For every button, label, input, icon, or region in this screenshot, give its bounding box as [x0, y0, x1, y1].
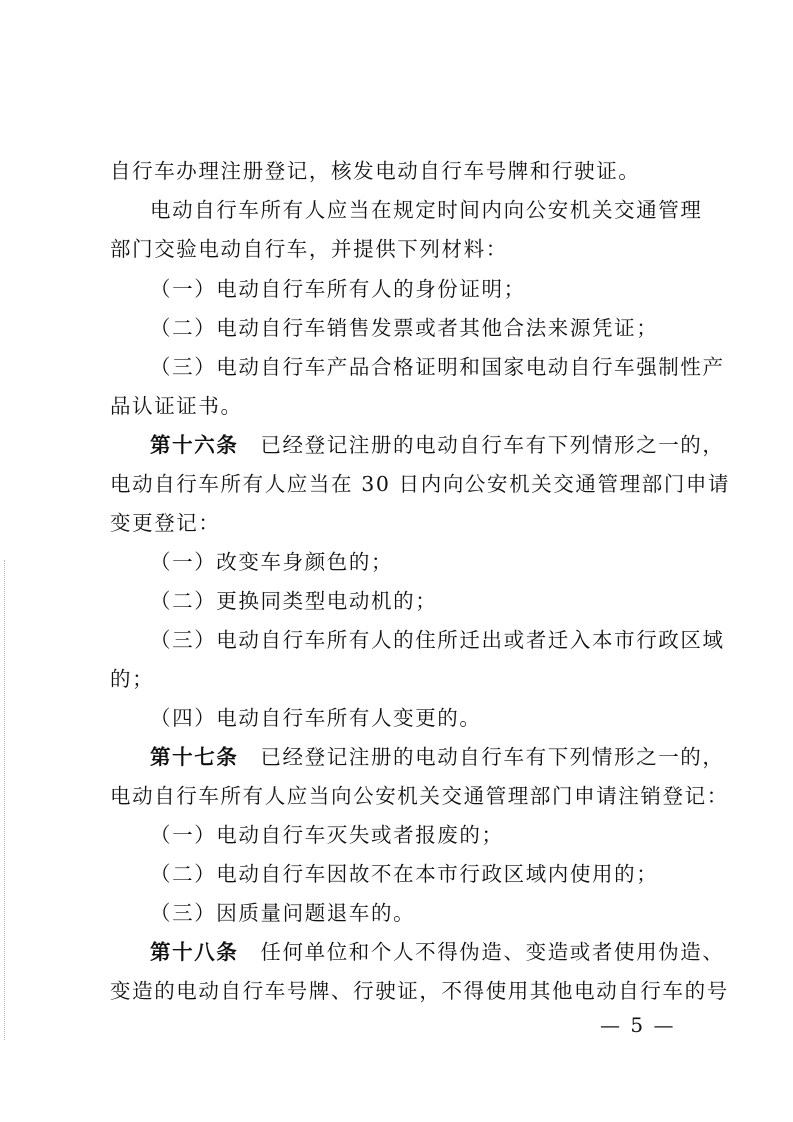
- text-line: [0, 974, 793, 1008]
- line-text: （三）电动自行车所有人的住所迁出或者迁入本市行政区域: [150, 628, 725, 652]
- line-text: 部门交验电动自行车，并提供下列材料：: [110, 237, 508, 261]
- list-item: [0, 272, 793, 306]
- line-text: （三）因质量问题退车的。: [150, 901, 416, 925]
- line-text: （二）电动自行车销售发票或者其他合法来源凭证；: [150, 316, 659, 340]
- article-16: [0, 428, 793, 462]
- line-text: （一）电动自行车灭失或者报废的；: [150, 823, 504, 847]
- line-text: 电动自行车所有人应当在规定时间内向公安机关交通管理: [150, 198, 703, 222]
- line-text: 的；: [110, 667, 155, 691]
- line-text: 变造的电动自行车号牌、行驶证，不得使用其他电动自行车的号: [110, 979, 729, 1003]
- line-text: （二）更换同类型电动机的；: [150, 589, 438, 613]
- list-item: [0, 350, 793, 384]
- list-item: [0, 701, 793, 735]
- line-text: （四）电动自行车所有人变更的。: [150, 706, 482, 730]
- list-item: [0, 818, 793, 852]
- line-text: （一）电动自行车所有人的身份证明；: [150, 277, 526, 301]
- text-line: [0, 232, 793, 266]
- line-text: 已经登记注册的电动自行车有下列情形之一的，: [260, 433, 725, 457]
- text-line: [0, 506, 793, 540]
- line-text: （二）电动自行车因故不在本市行政区域内使用的；: [150, 862, 659, 886]
- line-text: 变更登记：: [110, 511, 221, 535]
- article-17: [0, 740, 793, 774]
- page-number: — 5 —: [600, 1013, 676, 1037]
- line-text: 任何单位和个人不得伪造、变造或者使用伪造、: [260, 940, 725, 964]
- article-title: 第十八条: [150, 940, 239, 964]
- text-line: [0, 389, 793, 423]
- list-item: [0, 857, 793, 891]
- article-title: 第十六条: [150, 433, 239, 457]
- list-item: [0, 311, 793, 345]
- line-text: 已经登记注册的电动自行车有下列情形之一的，: [260, 745, 725, 769]
- list-item: [0, 896, 793, 930]
- line-text: 自行车办理注册登记，核发电动自行车号牌和行驶证。: [110, 159, 641, 183]
- line-text: （一）改变车身颜色的；: [150, 550, 394, 574]
- text-line: [0, 662, 793, 696]
- list-item: [0, 545, 793, 579]
- list-item: [0, 584, 793, 618]
- text-line: [0, 779, 793, 813]
- article-title: 第十七条: [150, 745, 239, 769]
- line-text: 品认证证书。: [110, 394, 243, 418]
- line-text: 电动自行车所有人应当在 30 日内向公安机关交通管理部门申请: [110, 472, 731, 496]
- article-18: [0, 935, 793, 969]
- margin-binding-marks: [4, 560, 6, 1040]
- text-line: [0, 467, 793, 501]
- text-line: [0, 154, 793, 188]
- list-item: [0, 623, 793, 657]
- text-line: [0, 193, 793, 227]
- line-text: （三）电动自行车产品合格证明和国家电动自行车强制性产: [150, 355, 725, 379]
- line-text: 电动自行车所有人应当向公安机关交通管理部门申请注销登记：: [110, 784, 729, 808]
